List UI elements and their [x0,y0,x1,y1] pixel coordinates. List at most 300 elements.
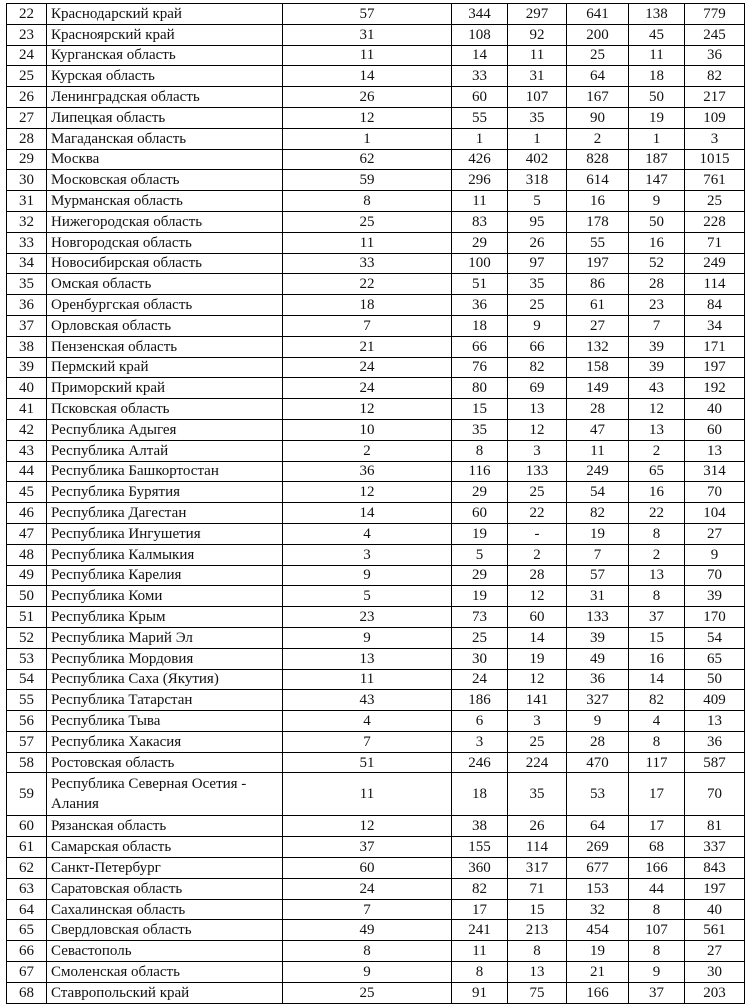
row-number-cell: 25 [7,66,47,87]
value-col-6-cell: 25 [685,191,745,212]
value-col-1-cell: 25 [283,211,452,232]
value-col-4-cell: 16 [567,191,629,212]
value-col-5-cell: 8 [629,731,685,752]
value-col-6-cell: 71 [685,232,745,253]
value-col-3-cell: 317 [508,858,567,879]
region-name-cell: Республика Алтай [47,440,283,461]
value-col-5-cell: 37 [629,982,685,1003]
value-col-6-cell: 34 [685,315,745,336]
table-row [7,274,745,295]
table-body [7,4,745,1004]
value-col-6-cell: 197 [685,878,745,899]
value-col-5-cell: 138 [629,4,685,25]
value-col-2-cell: 246 [452,752,508,773]
value-col-2-cell: 91 [452,982,508,1003]
value-col-5-cell: 17 [629,773,685,816]
row-number-cell: 62 [7,858,47,879]
value-col-6-cell: 409 [685,690,745,711]
value-col-2-cell: 55 [452,107,508,128]
value-col-5-cell: 1 [629,128,685,149]
table-row [7,941,745,962]
table-row [7,607,745,628]
table-row [7,4,745,25]
value-col-2-cell: 5 [452,544,508,565]
value-col-5-cell: 19 [629,107,685,128]
value-col-1-cell: 1 [283,128,452,149]
region-name-cell: Москва [47,149,283,170]
row-number-cell: 43 [7,440,47,461]
row-number-cell: 55 [7,690,47,711]
row-number-cell: 49 [7,565,47,586]
value-col-6-cell: 84 [685,295,745,316]
value-col-5-cell: 43 [629,378,685,399]
table-row [7,191,745,212]
value-col-1-cell: 51 [283,752,452,773]
row-number-cell: 30 [7,170,47,191]
region-name-cell: Республика Калмыкия [47,544,283,565]
value-col-6-cell: 3 [685,128,745,149]
region-name-cell: Липецкая область [47,107,283,128]
row-number-cell: 27 [7,107,47,128]
value-col-2-cell: 24 [452,669,508,690]
value-col-3-cell: 25 [508,482,567,503]
region-name-cell: Рязанская область [47,816,283,837]
region-name-cell: Пермский край [47,357,283,378]
value-col-2-cell: 82 [452,878,508,899]
value-col-2-cell: 15 [452,399,508,420]
table-row [7,982,745,1003]
value-col-4-cell: 32 [567,899,629,920]
value-col-6-cell: 13 [685,711,745,732]
value-col-3-cell: 297 [508,4,567,25]
row-number-cell: 68 [7,982,47,1003]
value-col-2-cell: 38 [452,816,508,837]
region-name-cell: Республика Дагестан [47,503,283,524]
table-row [7,503,745,524]
row-number-cell: 51 [7,607,47,628]
value-col-5-cell: 39 [629,357,685,378]
table-row [7,773,745,816]
value-col-4-cell: 55 [567,232,629,253]
value-col-6-cell: 104 [685,503,745,524]
table-row [7,253,745,274]
table-row [7,627,745,648]
table-row [7,837,745,858]
value-col-3-cell: 35 [508,773,567,816]
value-col-4-cell: 166 [567,982,629,1003]
row-number-cell: 41 [7,399,47,420]
value-col-4-cell: 828 [567,149,629,170]
value-col-6-cell: 40 [685,899,745,920]
value-col-6-cell: 337 [685,837,745,858]
value-col-5-cell: 45 [629,24,685,45]
row-number-cell: 56 [7,711,47,732]
value-col-3-cell: 1 [508,128,567,149]
value-col-4-cell: 49 [567,648,629,669]
row-number-cell: 59 [7,773,47,816]
value-col-6-cell: 192 [685,378,745,399]
value-col-2-cell: 33 [452,66,508,87]
value-col-2-cell: 8 [452,440,508,461]
value-col-2-cell: 11 [452,941,508,962]
value-col-6-cell: 36 [685,731,745,752]
row-number-cell: 22 [7,4,47,25]
value-col-5-cell: 9 [629,191,685,212]
value-col-5-cell: 23 [629,295,685,316]
table-row [7,523,745,544]
table-row [7,336,745,357]
value-col-3-cell: 25 [508,295,567,316]
table-row [7,399,745,420]
value-col-4-cell: 200 [567,24,629,45]
value-col-6-cell: 82 [685,66,745,87]
region-name-cell: Курганская область [47,45,283,66]
region-name-cell: Республика Карелия [47,565,283,586]
row-number-cell: 61 [7,837,47,858]
table-row [7,648,745,669]
table-row [7,128,745,149]
table-row [7,544,745,565]
value-col-6-cell: 245 [685,24,745,45]
value-col-5-cell: 50 [629,211,685,232]
value-col-2-cell: 241 [452,920,508,941]
region-name-cell: Республика Ингушетия [47,523,283,544]
value-col-4-cell: 21 [567,962,629,983]
row-number-cell: 50 [7,586,47,607]
value-col-1-cell: 7 [283,899,452,920]
row-number-cell: 38 [7,336,47,357]
value-col-3-cell: 22 [508,503,567,524]
value-col-4-cell: 2 [567,128,629,149]
value-col-5-cell: 16 [629,232,685,253]
table-row [7,232,745,253]
value-col-2-cell: 426 [452,149,508,170]
value-col-1-cell: 2 [283,440,452,461]
value-col-4-cell: 54 [567,482,629,503]
value-col-4-cell: 132 [567,336,629,357]
value-col-2-cell: 1 [452,128,508,149]
value-col-3-cell: 213 [508,920,567,941]
value-col-3-cell: 26 [508,816,567,837]
value-col-6-cell: 39 [685,586,745,607]
value-col-5-cell: 2 [629,440,685,461]
value-col-1-cell: 60 [283,858,452,879]
region-name-cell: Краснодарский край [47,4,283,25]
value-col-3-cell: 31 [508,66,567,87]
value-col-6-cell: 81 [685,816,745,837]
value-col-6-cell: 843 [685,858,745,879]
row-number-cell: 35 [7,274,47,295]
region-name-cell: Магаданская область [47,128,283,149]
value-col-5-cell: 52 [629,253,685,274]
value-col-3-cell: 11 [508,45,567,66]
value-col-4-cell: 31 [567,586,629,607]
value-col-3-cell: 13 [508,962,567,983]
row-number-cell: 52 [7,627,47,648]
value-col-2-cell: 51 [452,274,508,295]
region-name-cell: Новосибирская область [47,253,283,274]
value-col-6-cell: 70 [685,565,745,586]
value-col-4-cell: 64 [567,66,629,87]
table-row [7,24,745,45]
value-col-1-cell: 49 [283,920,452,941]
row-number-cell: 32 [7,211,47,232]
value-col-4-cell: 47 [567,419,629,440]
value-col-1-cell: 5 [283,586,452,607]
value-col-6-cell: 36 [685,45,745,66]
value-col-1-cell: 12 [283,107,452,128]
value-col-6-cell: 203 [685,982,745,1003]
region-name-cell: Оренбургская область [47,295,283,316]
value-col-5-cell: 166 [629,858,685,879]
value-col-4-cell: 327 [567,690,629,711]
value-col-4-cell: 39 [567,627,629,648]
value-col-2-cell: 3 [452,731,508,752]
value-col-5-cell: 17 [629,816,685,837]
region-name-cell: Красноярский край [47,24,283,45]
row-number-cell: 24 [7,45,47,66]
value-col-3-cell: 95 [508,211,567,232]
value-col-5-cell: 8 [629,941,685,962]
value-col-3-cell: 141 [508,690,567,711]
value-col-3-cell: 3 [508,711,567,732]
value-col-5-cell: 65 [629,461,685,482]
region-name-cell: Республика Марий Эл [47,627,283,648]
value-col-4-cell: 57 [567,565,629,586]
table-row [7,920,745,941]
region-name-cell: Республика Коми [47,586,283,607]
value-col-6-cell: 50 [685,669,745,690]
value-col-3-cell: 12 [508,419,567,440]
value-col-5-cell: 18 [629,66,685,87]
value-col-1-cell: 24 [283,878,452,899]
region-name-cell: Республика Тыва [47,711,283,732]
region-name-cell: Республика Крым [47,607,283,628]
value-col-3-cell: 92 [508,24,567,45]
value-col-5-cell: 16 [629,482,685,503]
table-row [7,690,745,711]
value-col-4-cell: 36 [567,669,629,690]
value-col-2-cell: 108 [452,24,508,45]
value-col-6-cell: 587 [685,752,745,773]
value-col-2-cell: 116 [452,461,508,482]
row-number-cell: 66 [7,941,47,962]
value-col-4-cell: 61 [567,295,629,316]
row-number-cell: 23 [7,24,47,45]
value-col-3-cell: 12 [508,669,567,690]
value-col-1-cell: 9 [283,962,452,983]
value-col-1-cell: 14 [283,503,452,524]
value-col-6-cell: 249 [685,253,745,274]
value-col-2-cell: 17 [452,899,508,920]
table-row [7,482,745,503]
region-name-cell: Республика Саха (Якутия) [47,669,283,690]
value-col-1-cell: 3 [283,544,452,565]
row-number-cell: 40 [7,378,47,399]
row-number-cell: 57 [7,731,47,752]
value-col-1-cell: 8 [283,191,452,212]
value-col-5-cell: 107 [629,920,685,941]
value-col-4-cell: 53 [567,773,629,816]
value-col-3-cell: 8 [508,941,567,962]
value-col-3-cell: 75 [508,982,567,1003]
value-col-5-cell: 68 [629,837,685,858]
value-col-3-cell: 71 [508,878,567,899]
region-name-cell: Сахалинская область [47,899,283,920]
value-col-2-cell: 60 [452,503,508,524]
value-col-5-cell: 2 [629,544,685,565]
value-col-6-cell: 9 [685,544,745,565]
table-row [7,669,745,690]
value-col-3-cell: 13 [508,399,567,420]
value-col-6-cell: 109 [685,107,745,128]
table-row [7,107,745,128]
value-col-4-cell: 158 [567,357,629,378]
value-col-5-cell: 11 [629,45,685,66]
table-row [7,149,745,170]
region-name-cell: Новгородская область [47,232,283,253]
value-col-3-cell: 60 [508,607,567,628]
value-col-6-cell: 779 [685,4,745,25]
region-name-cell: Санкт-Петербург [47,858,283,879]
value-col-1-cell: 12 [283,482,452,503]
value-col-1-cell: 21 [283,336,452,357]
value-col-4-cell: 167 [567,87,629,108]
value-col-6-cell: 40 [685,399,745,420]
value-col-4-cell: 9 [567,711,629,732]
region-name-cell: Республика Хакасия [47,731,283,752]
value-col-2-cell: 29 [452,232,508,253]
value-col-6-cell: 114 [685,274,745,295]
table-row [7,878,745,899]
value-col-6-cell: 27 [685,941,745,962]
value-col-2-cell: 100 [452,253,508,274]
region-name-cell: Саратовская область [47,878,283,899]
value-col-3-cell: 14 [508,627,567,648]
row-number-cell: 63 [7,878,47,899]
value-col-3-cell: 9 [508,315,567,336]
region-name-cell: Смоленская область [47,962,283,983]
value-col-4-cell: 19 [567,941,629,962]
value-col-4-cell: 64 [567,816,629,837]
table-row [7,45,745,66]
value-col-3-cell: 318 [508,170,567,191]
row-number-cell: 33 [7,232,47,253]
value-col-3-cell: 5 [508,191,567,212]
value-col-3-cell: 107 [508,87,567,108]
value-col-2-cell: 35 [452,419,508,440]
table-row [7,461,745,482]
table-row [7,899,745,920]
value-col-3-cell: - [508,523,567,544]
value-col-2-cell: 19 [452,586,508,607]
value-col-2-cell: 29 [452,482,508,503]
region-name-cell: Ростовская область [47,752,283,773]
value-col-4-cell: 90 [567,107,629,128]
value-col-2-cell: 30 [452,648,508,669]
value-col-6-cell: 54 [685,627,745,648]
region-name-cell: Самарская область [47,837,283,858]
value-col-5-cell: 8 [629,899,685,920]
value-col-5-cell: 39 [629,336,685,357]
value-col-2-cell: 60 [452,87,508,108]
value-col-1-cell: 14 [283,66,452,87]
value-col-1-cell: 22 [283,274,452,295]
value-col-4-cell: 28 [567,731,629,752]
value-col-4-cell: 7 [567,544,629,565]
value-col-4-cell: 677 [567,858,629,879]
table-row [7,315,745,336]
table-row [7,211,745,232]
value-col-4-cell: 28 [567,399,629,420]
row-number-cell: 67 [7,962,47,983]
value-col-1-cell: 33 [283,253,452,274]
value-col-4-cell: 249 [567,461,629,482]
value-col-1-cell: 12 [283,399,452,420]
value-col-4-cell: 641 [567,4,629,25]
row-number-cell: 28 [7,128,47,149]
region-name-cell: Республика Мордовия [47,648,283,669]
value-col-6-cell: 171 [685,336,745,357]
row-number-cell: 36 [7,295,47,316]
region-name-cell: Ленинградская область [47,87,283,108]
value-col-2-cell: 11 [452,191,508,212]
value-col-1-cell: 31 [283,24,452,45]
value-col-4-cell: 82 [567,503,629,524]
value-col-2-cell: 18 [452,315,508,336]
region-name-cell: Республика Башкортостан [47,461,283,482]
value-col-3-cell: 35 [508,107,567,128]
value-col-6-cell: 1015 [685,149,745,170]
value-col-5-cell: 28 [629,274,685,295]
row-number-cell: 44 [7,461,47,482]
value-col-2-cell: 36 [452,295,508,316]
value-col-6-cell: 65 [685,648,745,669]
value-col-1-cell: 36 [283,461,452,482]
table-row [7,586,745,607]
value-col-3-cell: 97 [508,253,567,274]
table-row [7,816,745,837]
row-number-cell: 42 [7,419,47,440]
row-number-cell: 34 [7,253,47,274]
value-col-1-cell: 11 [283,232,452,253]
value-col-5-cell: 14 [629,669,685,690]
row-number-cell: 54 [7,669,47,690]
region-name-cell: Пензенская область [47,336,283,357]
value-col-3-cell: 66 [508,336,567,357]
value-col-4-cell: 27 [567,315,629,336]
value-col-2-cell: 296 [452,170,508,191]
table-row [7,752,745,773]
value-col-3-cell: 82 [508,357,567,378]
regions-table [6,3,745,1004]
value-col-6-cell: 30 [685,962,745,983]
region-name-cell: Свердловская область [47,920,283,941]
value-col-1-cell: 11 [283,669,452,690]
value-col-6-cell: 60 [685,419,745,440]
value-col-5-cell: 50 [629,87,685,108]
row-number-cell: 31 [7,191,47,212]
region-name-cell: Мурманская область [47,191,283,212]
value-col-4-cell: 19 [567,523,629,544]
value-col-4-cell: 11 [567,440,629,461]
value-col-5-cell: 13 [629,419,685,440]
table-row [7,962,745,983]
value-col-6-cell: 314 [685,461,745,482]
value-col-5-cell: 82 [629,690,685,711]
value-col-1-cell: 9 [283,627,452,648]
row-number-cell: 26 [7,87,47,108]
